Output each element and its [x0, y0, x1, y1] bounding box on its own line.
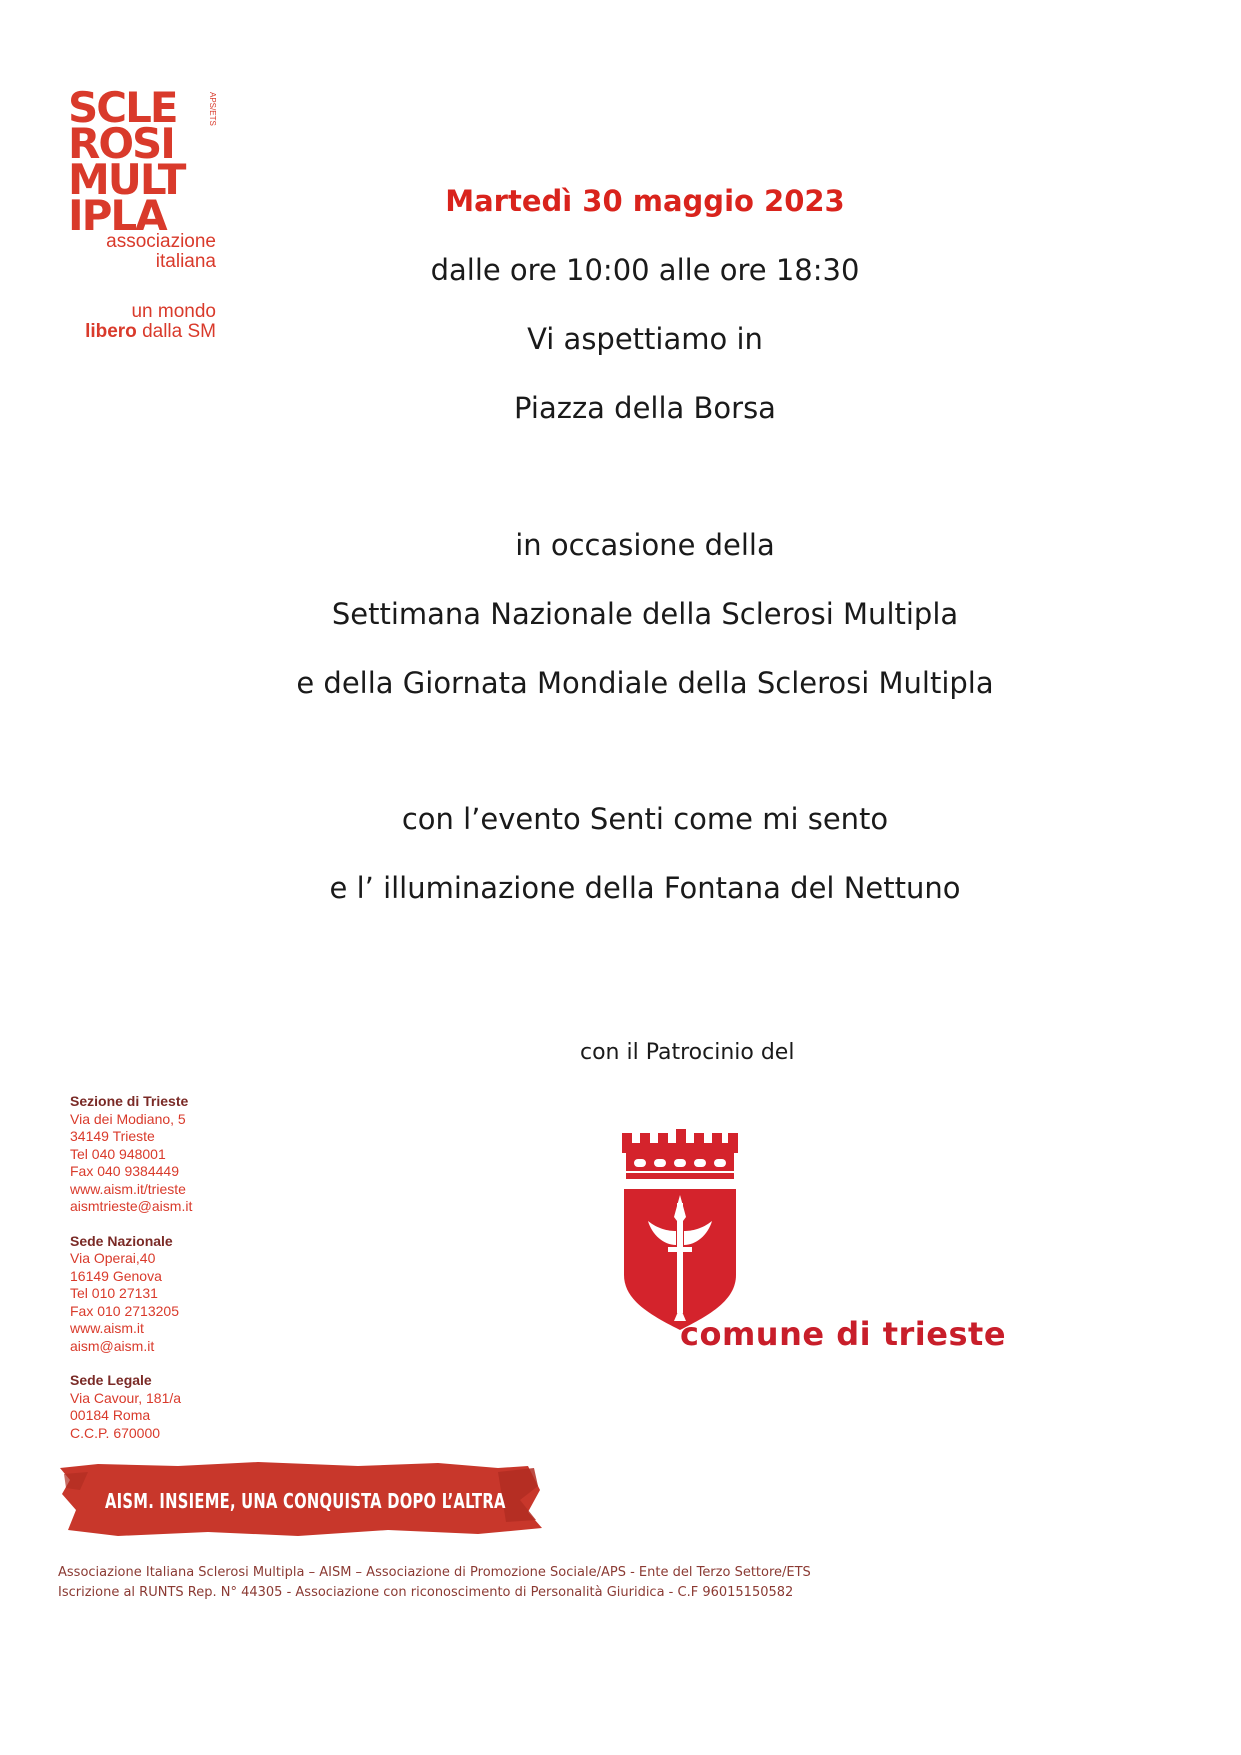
- event-date: Martedì 30 maggio 2023: [445, 184, 845, 218]
- contact-block-nazionale: [70, 1233, 370, 1356]
- footer-line-2: Iscrizione al RUNTS Rep. N° 44305 - Associazione con riconoscimento di Personalità Giuridica - C.F 96015150582: [58, 1585, 794, 1600]
- contact-fax: Fax 040 9384449: [70, 1163, 179, 1179]
- logo-motto-rest: dalla SM: [136, 321, 216, 342]
- contact-phone: Tel 040 948001: [70, 1145, 166, 1162]
- contact-line: 34149 Trieste: [70, 1128, 155, 1144]
- event-occasion: in occasione della: [515, 528, 775, 562]
- contact-website-link[interactable]: www.aism.it/trieste: [70, 1180, 186, 1197]
- contact-line: 00184 Roma: [70, 1407, 151, 1423]
- contact-email-link[interactable]: aismtrieste@aism.it: [70, 1198, 193, 1214]
- contact-heading-legale: Sede Legale: [70, 1372, 152, 1388]
- event-name: con l’evento Senti come mi sento: [401, 802, 889, 836]
- banner-slogan: AISM. INSIEME, UNA CONQUISTA DOPO L’ALTRA: [105, 1489, 506, 1513]
- contact-block-trieste: [70, 1093, 370, 1216]
- event-invite: Vi aspettiamo in: [527, 322, 763, 356]
- contact-phone: Tel 010 27131: [70, 1285, 158, 1301]
- contact-heading-nazionale: Sede Nazionale: [70, 1232, 173, 1249]
- event-week: Settimana Nazionale della Sclerosi Multipla: [331, 597, 959, 631]
- footer-line-1: Associazione Italiana Sclerosi Multipla – AISM – Associazione di Promozione Sociale/APS - Ente del Terzo Settore/ETS: [58, 1565, 811, 1580]
- aism-logo: [68, 83, 238, 348]
- comune-di-trieste-name: comune di trieste: [680, 1315, 1007, 1353]
- logo-motto-line-1: un mondo: [131, 301, 216, 322]
- logo-word-3: MULT: [68, 155, 185, 204]
- logo-assoc-line-2: italiana: [155, 251, 216, 272]
- event-day: e della Giornata Mondiale della Sclerosi Multipla: [296, 666, 994, 700]
- logo-aps-label: APS/ETS: [208, 92, 217, 126]
- contact-heading-trieste: Sezione di Trieste: [70, 1093, 189, 1109]
- contact-line: Via Cavour, 181/a: [70, 1389, 182, 1406]
- contacts-column: [70, 1093, 370, 1459]
- contact-fax: Fax 010 2713205: [70, 1302, 179, 1319]
- contact-website-link[interactable]: www.aism.it: [70, 1320, 144, 1336]
- event-lighting: e l’ illuminazione della Fontana del Nettuno: [329, 871, 961, 905]
- logo-word-2: ROSI: [68, 119, 174, 168]
- contact-line: Via dei Modiano, 5: [70, 1110, 186, 1127]
- logo-motto-bold: libero: [85, 321, 137, 342]
- logo-word-1: SCLE: [68, 83, 177, 132]
- contact-block-legale: [70, 1372, 370, 1442]
- event-place: Piazza della Borsa: [514, 391, 776, 425]
- event-hours: dalle ore 10:00 alle ore 18:30: [430, 253, 860, 287]
- contact-line: Via Operai,40: [70, 1250, 156, 1266]
- logo-motto-line-2: [85, 322, 216, 342]
- contact-email-link[interactable]: aism@aism.it: [70, 1337, 155, 1354]
- contact-line: 16149 Genova: [70, 1267, 162, 1284]
- trieste-coat-of-arms-icon: [620, 1125, 740, 1335]
- contact-line: C.C.P. 670000: [70, 1424, 161, 1441]
- patronage-label: con il Patrocinio del: [580, 1040, 795, 1065]
- logo-word-4: IPLA: [68, 191, 166, 240]
- logo-assoc-line-1: associazione: [106, 231, 216, 252]
